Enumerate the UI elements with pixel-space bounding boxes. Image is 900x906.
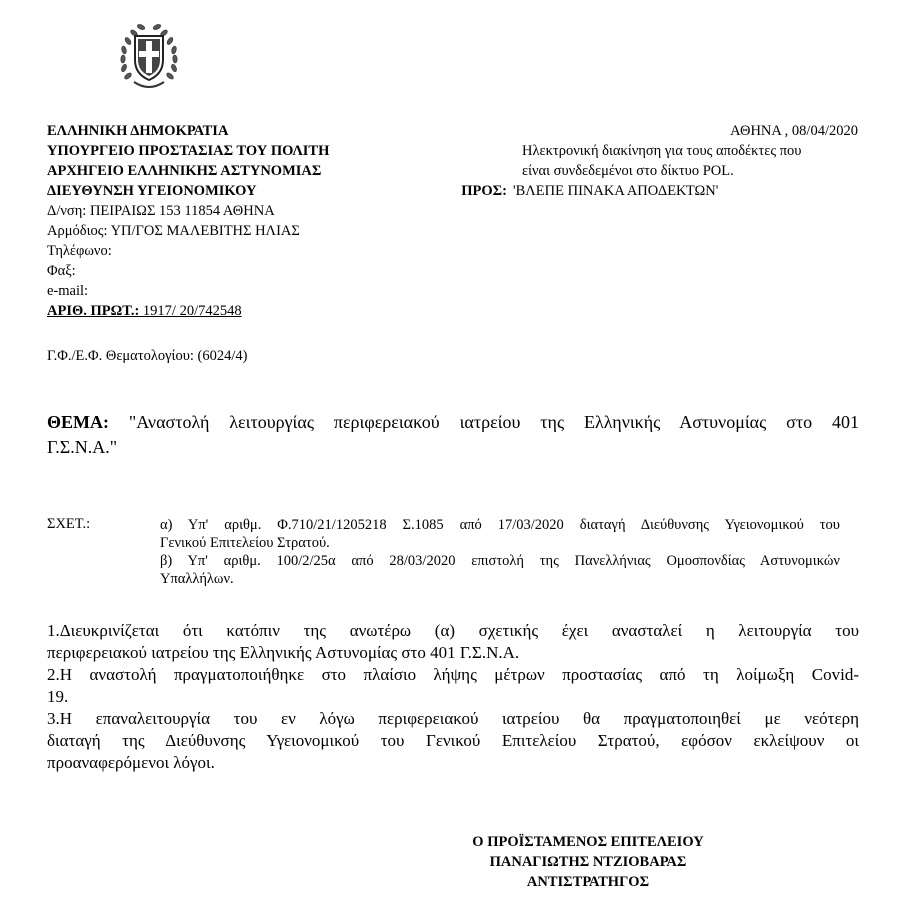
coat-of-arms-emblem [118,18,180,92]
protocol-value: 1917/ 20/742548 [139,303,242,319]
references-list [160,516,840,588]
signatory-name: ΠΑΝΑΓΙΩΤΗΣ ΝΤΖΙΟΒΑΡΑΣ [489,854,687,870]
recipient-row [450,181,858,201]
reference-a-line-2: Γενικού Επιτελείου Στρατού. [160,535,330,551]
paragraph-1-text: Διευκρινίζεται ότι κατόπιν της ανωτέρω (α) σχετικής έχει ανασταλεί η λειτουργία του [59,621,859,640]
paragraph-3-text: Η επαναλειτουργία του εν λόγω περιφερειακού ιατρείου θα πραγματοποιηθεί με νεότερη [59,709,859,728]
references-label: ΣΧΕΤ.: [47,516,91,532]
reference-a-line-1: α) Υπ' αριθμ. Φ.710/21/1205218 Σ.1085 από 17/03/2020 διαταγή Διεύθυνσης Υγειονομικού του [160,517,840,533]
paragraph-3-number: 3. [47,709,60,728]
paragraph-3-line-2: διαταγή της Διεύθυνσης Υγειονομικού του Γενικού Επιτελείου Στρατού, εφόσον εκλείψουν οι [47,731,859,750]
header-line-republic: ΕΛΛΗΝΙΚΗ ΔΗΜΟΚΡΑΤΙΑ [47,123,229,139]
paragraph-2-text: Η αναστολή πραγματοποιήθηκε στο πλαίσιο λήψης μέτρων προστασίας από τη λοίμωξη Covid- [59,665,859,684]
protocol-label: ΑΡΙΘ. ΠΡΩΤ.: [47,303,140,319]
responsible-line: Αρμόδιος: ΥΠ/ΓΟΣ ΜΑΛΕΒΙΤΗΣ ΗΛΙΑΣ [47,223,300,239]
distribution-note-line-2: είναι συνδεδεμένοι στο δίκτυο POL. [522,163,734,179]
paragraph-1-line-1 [47,620,859,642]
reference-b-line-2: Υπαλλήλων. [160,571,234,587]
paragraph-1-number: 1. [47,621,60,640]
paragraph-2-number: 2. [47,665,60,684]
document-date: ΑΘΗΝΑ , 08/04/2020 [730,123,858,139]
header-line-directorate: ΔΙΕΥΘΥΝΣΗ ΥΓΕΙΟΝΟΜΙΚΟΥ [47,183,257,199]
subject-line-2: Γ.Σ.Ν.Α." [47,437,118,457]
paragraph-2-line-2: 19. [47,687,69,706]
email-line: e-mail: [47,283,89,299]
document-body [47,620,859,774]
address-line: Δ/νση: ΠΕΙΡΑΙΩΣ 153 11854 ΑΘΗΝΑ [47,203,275,219]
subject-label: ΘΕΜΑ: [47,412,109,432]
protocol-number [47,301,329,321]
recipient-header [450,121,858,201]
paragraph-3-line-1 [47,708,859,730]
paragraph-2-line-1 [47,664,859,686]
phone-line: Τηλέφωνο: [47,243,112,259]
reference-b-line-1: β) Υπ' αριθμ. 100/2/25α από 28/03/2020 επιστολή της Πανελλήνιας Ομοσπονδίας Αστυνομικών [160,553,840,569]
sender-header [47,121,329,321]
signatory-rank: ΑΝΤΙΣΤΡΑΤΗΓΟΣ [526,874,650,890]
recipient-label: ΠΡΟΣ: [461,183,507,199]
header-line-ministry: ΥΠΟΥΡΓΕΙΟ ΠΡΟΣΤΑΣΙΑΣ ΤΟΥ ΠΟΛΙΤΗ [47,143,330,159]
subject-line-1: "Αναστολή λειτουργίας περιφερειακού ιατρείου της Ελληνικής Αστυνομίας στο 401 [128,412,860,432]
paragraph-1-line-2: περιφερειακού ιατρείου της Ελληνικής Αστυνομίας στο 401 Γ.Σ.Ν.Α. [47,643,520,662]
subject [47,410,859,460]
distribution-note-line-1: Ηλεκτρονική διακίνηση για τους αποδέκτες που [522,143,802,159]
signature-block [428,832,748,892]
recipient-value: 'ΒΛΕΠΕ ΠΙΝΑΚΑ ΑΠΟΔΕΚΤΩΝ' [513,183,719,199]
filing-code: Γ.Φ./Ε.Φ. Θεματολογίου: (6024/4) [47,348,248,364]
header-line-headquarters: ΑΡΧΗΓΕΙΟ ΕΛΛΗΝΙΚΗΣ ΑΣΤΥΝΟΜΙΑΣ [47,163,322,179]
signatory-title: Ο ΠΡΟΪΣΤΑΜΕΝΟΣ ΕΠΙΤΕΛΕΙΟΥ [472,834,704,850]
fax-line: Φαξ: [47,263,76,279]
paragraph-3-line-3: προαναφερόμενοι λόγοι. [47,753,215,772]
